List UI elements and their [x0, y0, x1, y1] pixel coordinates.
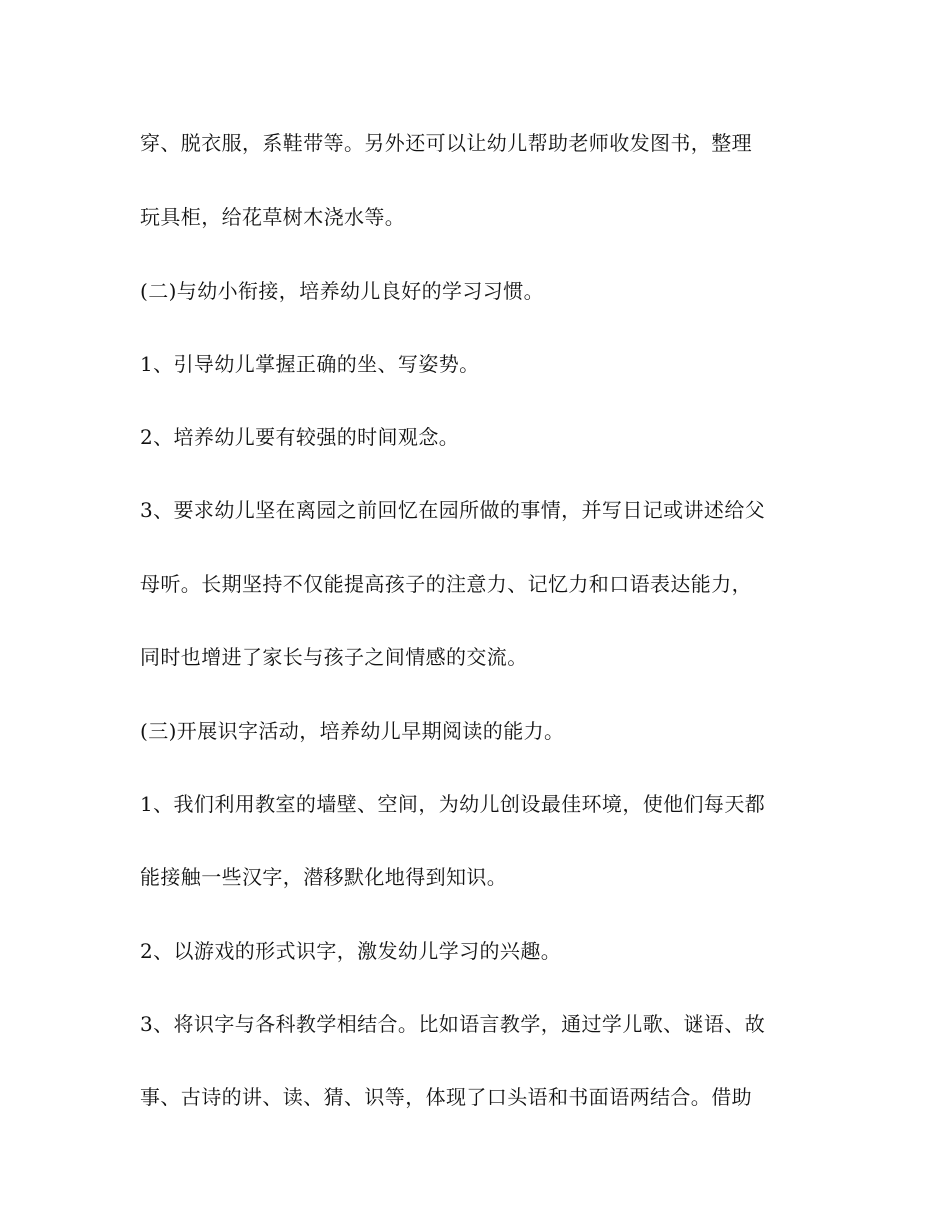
body-text-line: 穿、脱衣服，系鞋带等。另外还可以让幼儿帮助老师收发图书，整理	[140, 131, 752, 155]
body-text-line: 同时也增进了家长与孩子之间情感的交流。	[140, 645, 528, 669]
section-heading: (二)与幼小衔接，培养幼儿良好的学习习惯。	[140, 279, 545, 303]
list-item: 3、要求幼儿坚在离园之前回忆在园所做的事情，并写日记或讲述给父	[140, 498, 766, 522]
list-item: 2、以游戏的形式识字，激发幼儿学习的兴趣。	[140, 939, 562, 963]
body-text-line: 母听。长期坚持不仅能提高孩子的注意力、记忆力和口语表达能力，	[140, 572, 752, 596]
list-item: 1、引导幼儿掌握正确的坐、写姿势。	[140, 352, 480, 376]
list-item: 2、培养幼儿要有较强的时间观念。	[140, 425, 460, 449]
section-heading: (三)开展识字活动，培养幼儿早期阅读的能力。	[140, 719, 565, 743]
list-item: 3、将识字与各科教学相结合。比如语言教学，通过学儿歌、谜语、故	[140, 1012, 766, 1036]
body-text-line: 事、古诗的讲、读、猜、识等，体现了口头语和书面语两结合。借助	[140, 1085, 752, 1109]
list-item: 1、我们利用教室的墙壁、空间，为幼儿创设最佳环境，使他们每天都	[140, 792, 766, 816]
body-text-line: 能接触一些汉字，潜移默化地得到知识。	[140, 865, 508, 889]
body-text-line: 玩具柜，给花草树木浇水等。	[140, 205, 406, 229]
